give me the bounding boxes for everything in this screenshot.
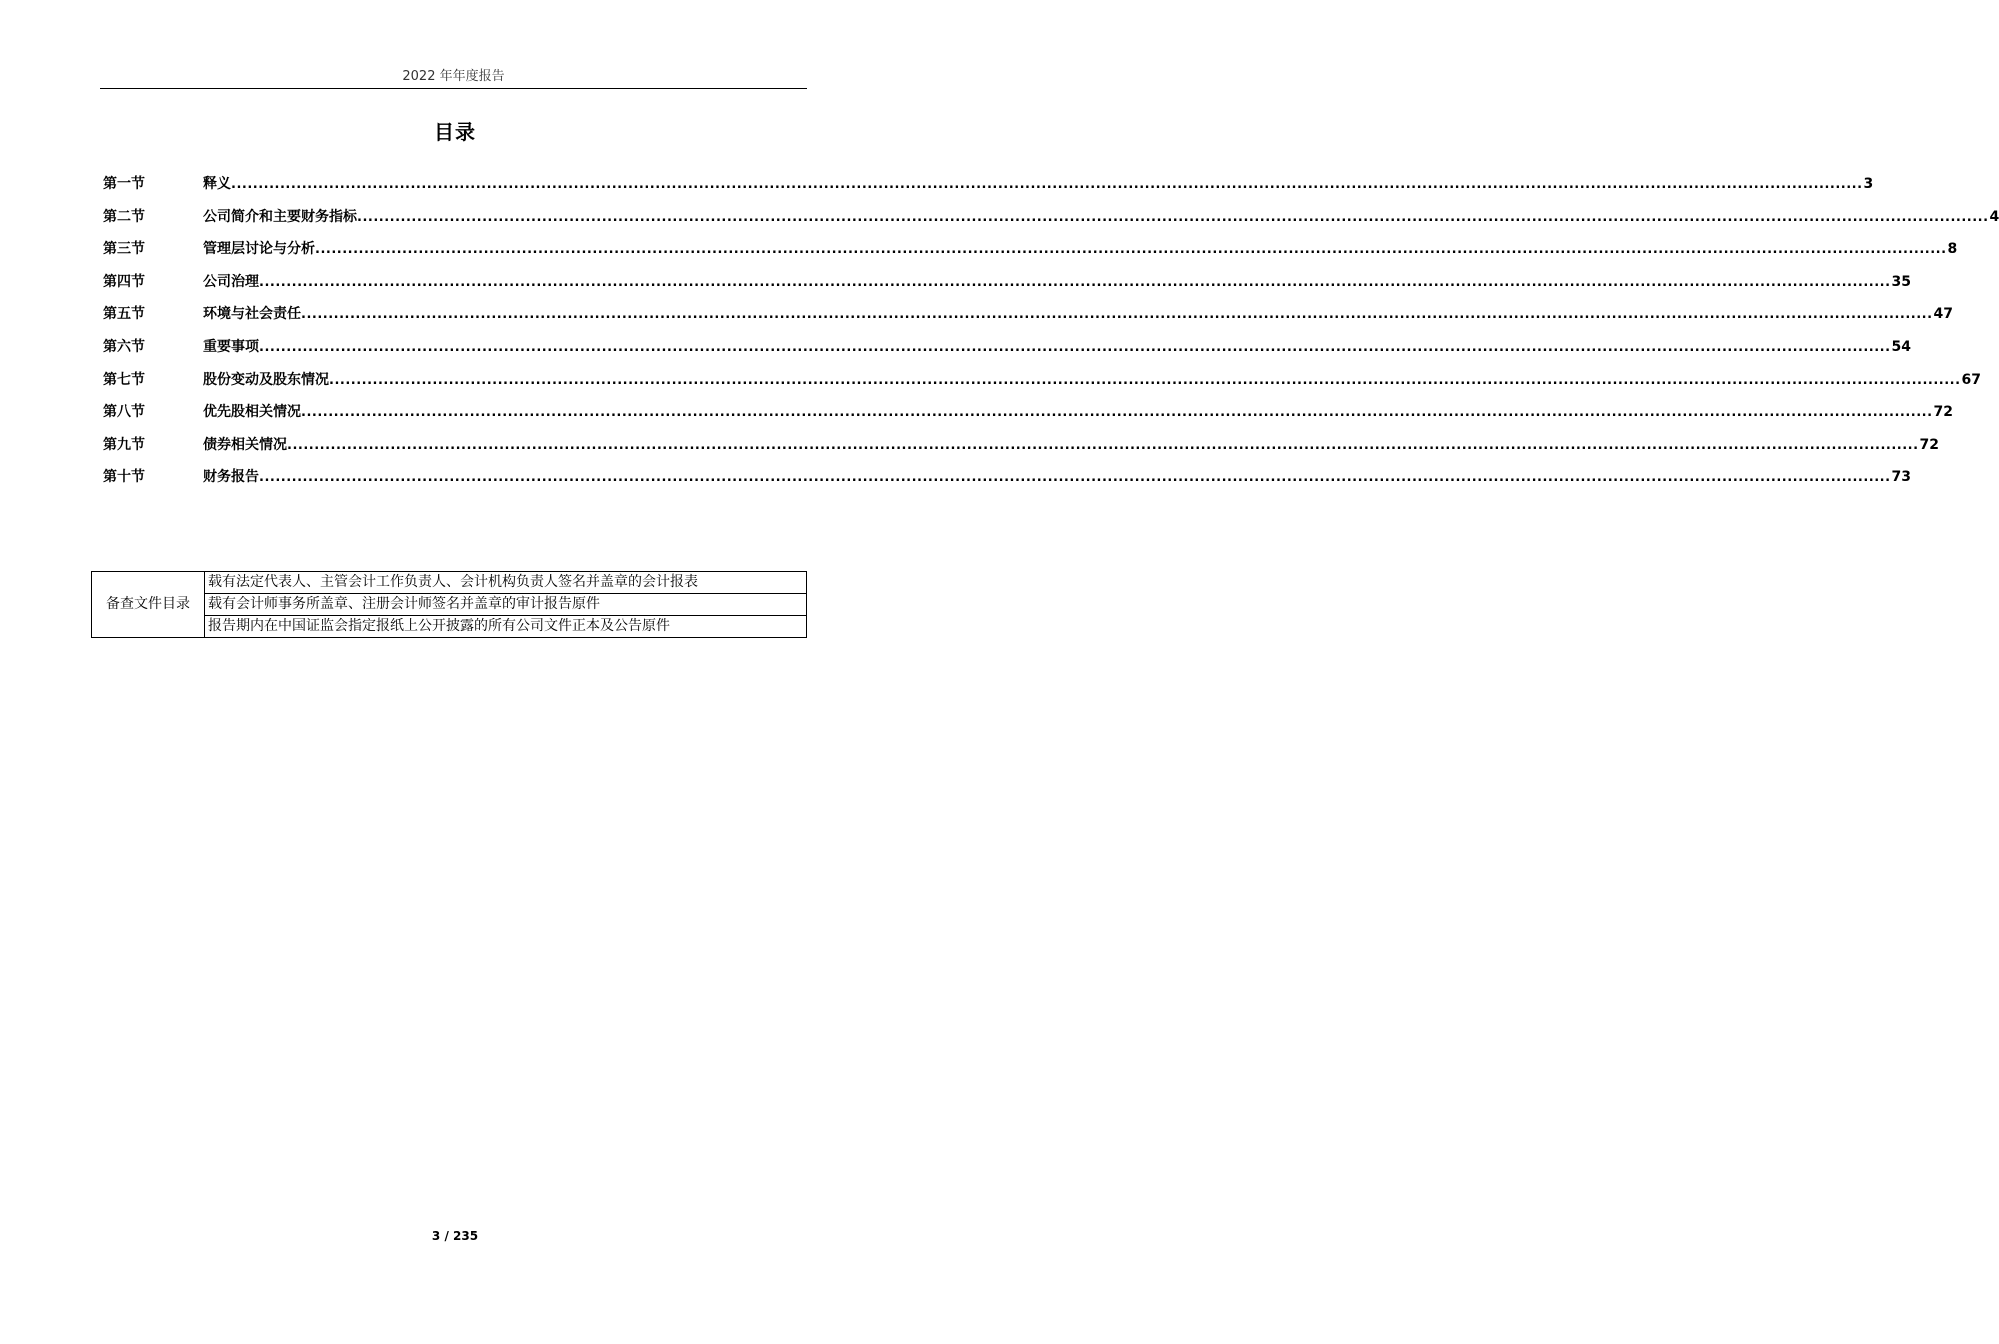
toc-leader-dots: ............................................................................................................................................................................................................................................................................................................ bbox=[329, 372, 1961, 388]
toc-page-number: 35 bbox=[1891, 273, 1912, 290]
toc-entry[interactable] bbox=[103, 205, 1999, 238]
toc-entry[interactable] bbox=[103, 270, 1912, 303]
toc-page-number: 3 bbox=[1863, 176, 1874, 192]
toc-section-name: 释义 bbox=[203, 176, 231, 192]
toc-section-number: 第八节 bbox=[103, 404, 145, 421]
toc-page-number: 72 bbox=[1919, 436, 1940, 453]
toc-section-name: 财务报告 bbox=[203, 469, 259, 486]
toc-section-number: 第一节 bbox=[103, 176, 145, 192]
toc-section-number: 第四节 bbox=[103, 273, 145, 290]
toc-section-number: 第十节 bbox=[103, 469, 145, 486]
table-row bbox=[92, 572, 807, 594]
toc-leader-dots: ............................................................................................................................................................................................................................................................................................................ bbox=[259, 339, 1891, 355]
toc-leader-dots: ............................................................................................................................................................................................................................................................................................................ bbox=[315, 242, 1947, 258]
toc-entry[interactable] bbox=[103, 335, 1912, 368]
toc-leader-dots: ............................................................................................................................................................................................................................................................................................................ bbox=[357, 209, 1989, 225]
toc-section-number: 第七节 bbox=[103, 371, 145, 388]
toc-title: 目录 bbox=[434, 120, 476, 144]
toc-leader-dots: ............................................................................................................................................................................................................................................................................................................ bbox=[259, 470, 1891, 486]
toc-section-name: 债券相关情况 bbox=[203, 436, 287, 453]
toc-leader-dots: ............................................................................................................................................................................................................................................................................................................ bbox=[301, 307, 1933, 323]
toc-page-number: 54 bbox=[1891, 338, 1912, 355]
toc-page-number: 72 bbox=[1933, 404, 1954, 421]
toc-leader-dots: ............................................................................................................................................................................................................................................................................................................ bbox=[301, 405, 1933, 421]
toc-section-number: 第二节 bbox=[103, 208, 145, 225]
table-of-contents bbox=[103, 172, 1999, 498]
toc-section-name: 股份变动及股东情况 bbox=[203, 371, 329, 388]
toc-entry[interactable] bbox=[103, 433, 1940, 466]
toc-section-number: 第五节 bbox=[103, 306, 145, 323]
reference-doc-item: 载有法定代表人、主管会计工作负责人、会计机构负责人签名并盖章的会计报表 bbox=[205, 572, 807, 594]
toc-section-name: 公司简介和主要财务指标 bbox=[203, 208, 357, 225]
toc-section-number: 第九节 bbox=[103, 436, 145, 453]
toc-entry[interactable] bbox=[103, 237, 1958, 270]
toc-leader-dots: ............................................................................................................................................................................................................................................................................................................ bbox=[231, 177, 1863, 192]
toc-page-number: 67 bbox=[1961, 371, 1982, 388]
toc-page-number: 8 bbox=[1947, 241, 1958, 258]
report-title: 2022 年年度报告 bbox=[402, 69, 505, 84]
toc-section-number: 第六节 bbox=[103, 338, 145, 355]
toc-section-name: 管理层讨论与分析 bbox=[203, 241, 315, 258]
toc-page-number: 47 bbox=[1933, 306, 1954, 323]
reference-documents-table bbox=[91, 571, 807, 638]
toc-entry[interactable] bbox=[103, 368, 1982, 401]
toc-entry[interactable] bbox=[103, 172, 1874, 205]
reference-doc-item: 报告期内在中国证监会指定报纸上公开披露的所有公司文件正本及公告原件 bbox=[205, 616, 807, 638]
toc-page-number: 73 bbox=[1891, 469, 1912, 486]
toc-section-name: 重要事项 bbox=[203, 338, 259, 355]
toc-section-number: 第三节 bbox=[103, 241, 145, 258]
toc-section-name: 公司治理 bbox=[203, 273, 259, 290]
toc-page-number: 4 bbox=[1989, 208, 1999, 225]
page-indicator: 3 / 235 bbox=[431, 1229, 479, 1243]
toc-leader-dots: ............................................................................................................................................................................................................................................................................................................ bbox=[287, 437, 1919, 453]
toc-entry[interactable] bbox=[103, 465, 1912, 498]
toc-section-name: 优先股相关情况 bbox=[203, 404, 301, 421]
page-footer bbox=[0, 1229, 910, 1243]
toc-entry[interactable] bbox=[103, 400, 1954, 433]
reference-doc-item: 载有会计师事务所盖章、注册会计师签名并盖章的审计报告原件 bbox=[205, 594, 807, 616]
page-header bbox=[100, 66, 807, 89]
toc-section-name: 环境与社会责任 bbox=[203, 306, 301, 323]
toc-entry[interactable] bbox=[103, 302, 1954, 335]
toc-leader-dots: ............................................................................................................................................................................................................................................................................................................ bbox=[259, 274, 1891, 290]
reference-docs-label: 备查文件目录 bbox=[92, 572, 205, 638]
